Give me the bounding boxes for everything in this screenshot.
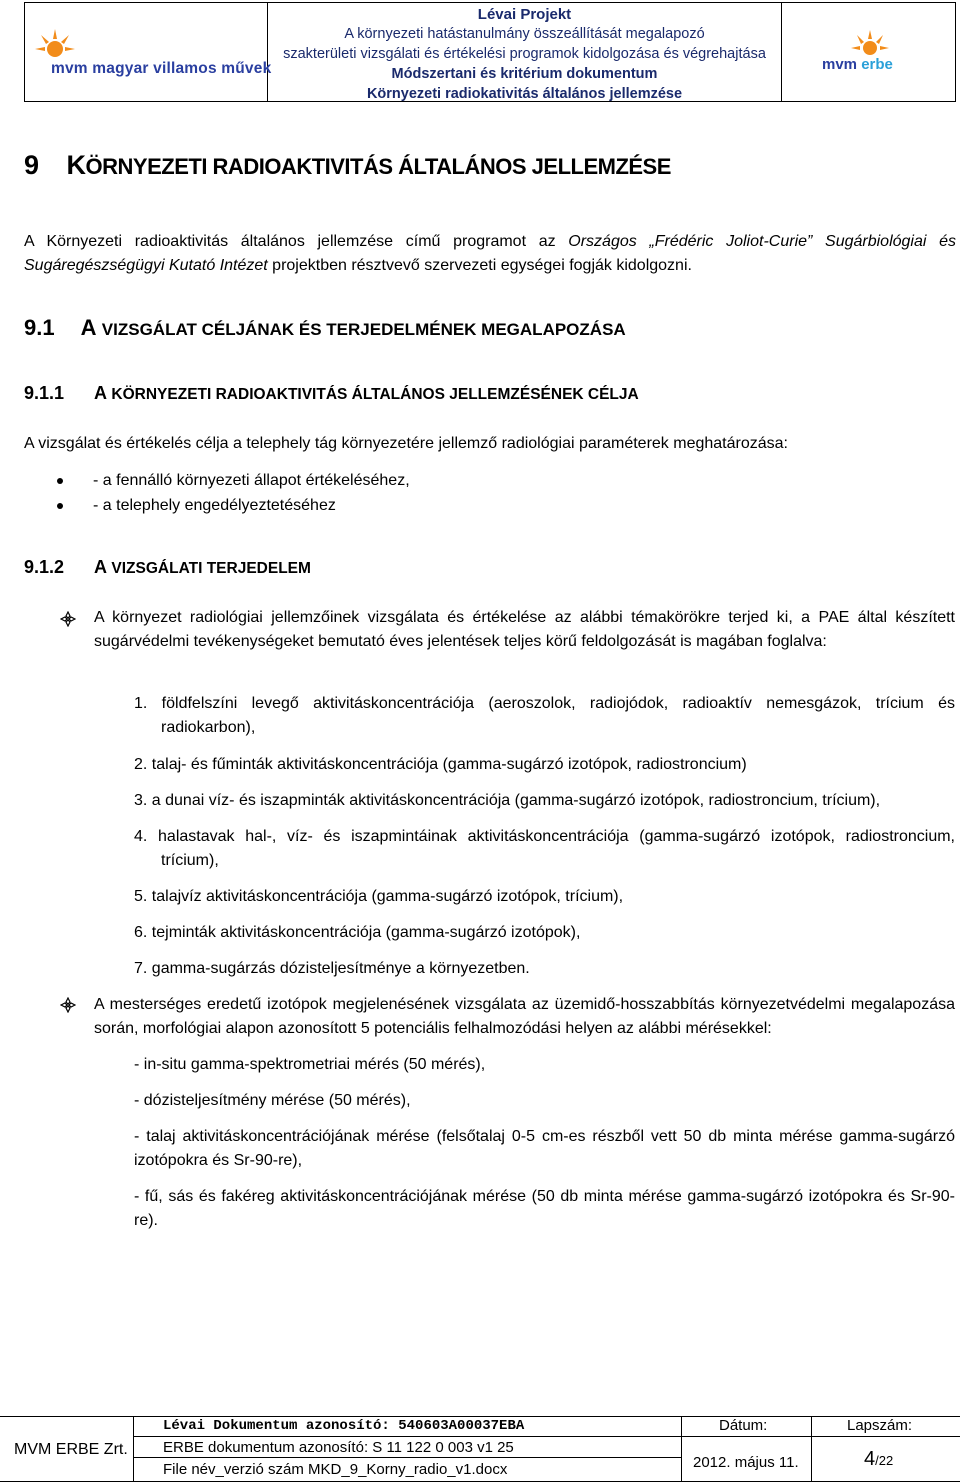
section-heading	[24, 150, 671, 181]
page-footer	[0, 1416, 960, 1482]
subsection-number: 9.1	[24, 315, 55, 340]
mvm-logo	[35, 27, 272, 77]
list-item-text: 6. tejminták aktivitáskoncentrációja (gamma-sugárzó izotópok),	[134, 924, 581, 941]
footer-company: MVM ERBE Zrt.	[14, 1441, 128, 1458]
footer-date: 2012. május 11.	[693, 1454, 799, 1471]
subsection-title-rest: KÖRNYEZETI RADIOAKTIVITÁS ÁLTALÁNOS JELLEMZÉSÉNEK CÉLJA	[111, 386, 639, 403]
intro-text-2: projektben résztvevő szervezeti egységei fogják kidolgozni.	[267, 257, 692, 274]
footer-row-rule	[133, 1436, 681, 1437]
erbe-logo-text-b: erbe	[861, 56, 893, 73]
diamond-bullet-icon	[60, 997, 76, 1013]
list-item	[134, 825, 955, 873]
section-title-rest: ÖRNYEZETI RADIOAKTIVITÁS ÁLTALÁNOS JELLEMZÉSE	[85, 154, 671, 179]
section-number: 9	[24, 150, 39, 180]
list-item-text: 1. földfelszíni levegő aktivitáskoncentrációja (aeroszolok, radiojódok, radioaktív nemesgázok, trícium és radiokarbon),	[134, 695, 955, 736]
measurement-text: A mesterséges eredetű izotópok megjelenésének vizsgálata az üzemidő-hosszabbítás környezetvédelmi megalapozása során, morfológiai alapon azonosított 5 potenciális felhalmozódási helyen az alábbi mérésekkel:	[94, 996, 955, 1037]
footer-date-label: Dátum:	[719, 1417, 768, 1434]
list-item-text: 7. gamma-sugárzás dózisteljesítménye a környezetben.	[134, 960, 530, 977]
footer-page-label: Lapszám:	[847, 1417, 913, 1434]
list-item: - dózisteljesítmény mérése (50 mérés),	[134, 1092, 411, 1109]
list-item-text: 5. talajvíz aktivitáskoncentrációja (gamma-sugárzó izotópok, trícium),	[134, 888, 624, 905]
list-item-text: - a telephely engedélyeztetéséhez	[93, 497, 336, 514]
footer-row-rule	[133, 1457, 681, 1458]
list-item	[134, 692, 955, 740]
subsection-title-rest: VIZSGÁLATI TERJEDELEM	[111, 560, 311, 577]
header-title-cell	[268, 3, 782, 101]
subsection-number: 9.1.1	[24, 383, 65, 403]
footer-divider	[681, 1416, 682, 1482]
bullet-dot-icon	[57, 478, 63, 484]
subsection-heading-9-1	[24, 315, 626, 341]
intro-institute: Országos „Frédéric Joliot-Curie” Sugárbiológiai és Sugáregészségügyi Kutató Intézet	[24, 233, 956, 274]
list-item-text: 3. a dunai víz- és iszapminták aktivitáskoncentrációja (gamma-sugárzó izotópok, radiostroncium, trícium),	[134, 792, 881, 809]
footer-erbe-id: ERBE dokumentum azonosító: S 11 122 0 003 v1 25	[163, 1439, 514, 1456]
erbe-logo-text-a: mvm	[822, 56, 858, 73]
mvm-logo-text: mvm magyar villamos művek	[51, 60, 272, 77]
footer-bottom-rule	[0, 1481, 960, 1482]
footer-page-current: 4	[864, 1448, 876, 1470]
footer-divider	[811, 1416, 812, 1482]
list-item	[134, 957, 955, 981]
footer-doc-id: Lévai Dokumentum azonosító: 540603A00037EBA	[163, 1418, 525, 1434]
footer-page-number	[864, 1448, 893, 1471]
list-item: - in-situ gamma-spektrometriai mérés (50 mérés),	[134, 1056, 486, 1073]
footer-page-total: /22	[875, 1453, 894, 1468]
list-item: - fű, sás és fakéreg aktivitáskoncentrációjának mérése (50 db minta mérése gamma-sugárzó izotópokra és Sr-90-re).	[134, 1188, 955, 1229]
header-line-2: A környezeti hatástanulmány összeállítását megalapozó	[344, 26, 705, 42]
footer-divider	[133, 1416, 134, 1482]
subsection-title-first: A	[94, 557, 107, 577]
footer-file-name: File név_verzió szám MKD_9_Korny_radio_v1.docx	[163, 1461, 508, 1478]
list-item: - talaj aktivitáskoncentrációjának mérése (felsőtalaj 0-5 cm-es részből vett 50 db minta mérése gamma-sugárzó izotópokra és Sr-90-re),	[134, 1128, 955, 1169]
list-item-text: 2. talaj- és fűminták aktivitáskoncentrációja (gamma-sugárzó izotópok, radiostroncium)	[134, 756, 747, 773]
section-title-first: K	[66, 150, 86, 180]
header-logo-left-cell	[25, 3, 272, 101]
list-item-text: - a fennálló környezeti állapot értékeléséhez,	[93, 472, 410, 489]
subsection-heading-9-1-1	[24, 383, 639, 404]
list-item	[134, 921, 955, 945]
bullet-dot-icon	[57, 503, 63, 509]
footer-top-rule	[0, 1416, 960, 1417]
subsection-number: 9.1.2	[24, 557, 65, 577]
subsection-title-rest: VIZSGÁLAT CÉLJÁNAK ÉS TERJEDELMÉNEK MEGALAPOZÁSA	[101, 320, 626, 339]
scope-text: A környezet radiológiai jellemzőinek vizsgálata és értékelése az alábbi témakörökre terjed ki, a PAE által készített sugárvédelmi tevékenységeket bemutató éves jelentések teljes körű feldolgozását is magában foglalva:	[94, 609, 955, 650]
intro-text-1: A Környezeti radioaktivitás általános jellemzése című programot az	[24, 233, 569, 250]
erbe-logo-text	[822, 56, 893, 73]
header-project: Lévai Projekt	[477, 6, 572, 23]
header-line-5: Környezeti radiokativitás általános jellemzése	[366, 86, 683, 102]
list-item	[134, 753, 955, 777]
diamond-bullet-icon	[60, 611, 76, 627]
subsection-title-first: A	[80, 315, 96, 340]
goal-text: A vizsgálat és értékelés célja a telephely tág környezetére jellemző radiológiai paraméterek meghatározása:	[24, 435, 788, 452]
footer-row-rule	[681, 1436, 960, 1437]
subsection-title-first: A	[94, 383, 107, 403]
header-line-4: Módszertani és kritérium dokumentum	[391, 66, 658, 82]
list-item-text: 4. halastavak hal-, víz- és iszapmintáinak aktivitáskoncentrációja (gamma-sugárzó izotópok, radiostroncium, trícium),	[134, 828, 955, 869]
header-line-3: szakterületi vizsgálati és értékelési programok kidolgozása és végrehajtása	[283, 46, 766, 62]
subsection-heading-9-1-2	[24, 557, 311, 578]
list-item	[134, 885, 955, 909]
section-intro	[24, 230, 956, 278]
list-item	[134, 789, 955, 813]
page-header	[24, 2, 956, 102]
